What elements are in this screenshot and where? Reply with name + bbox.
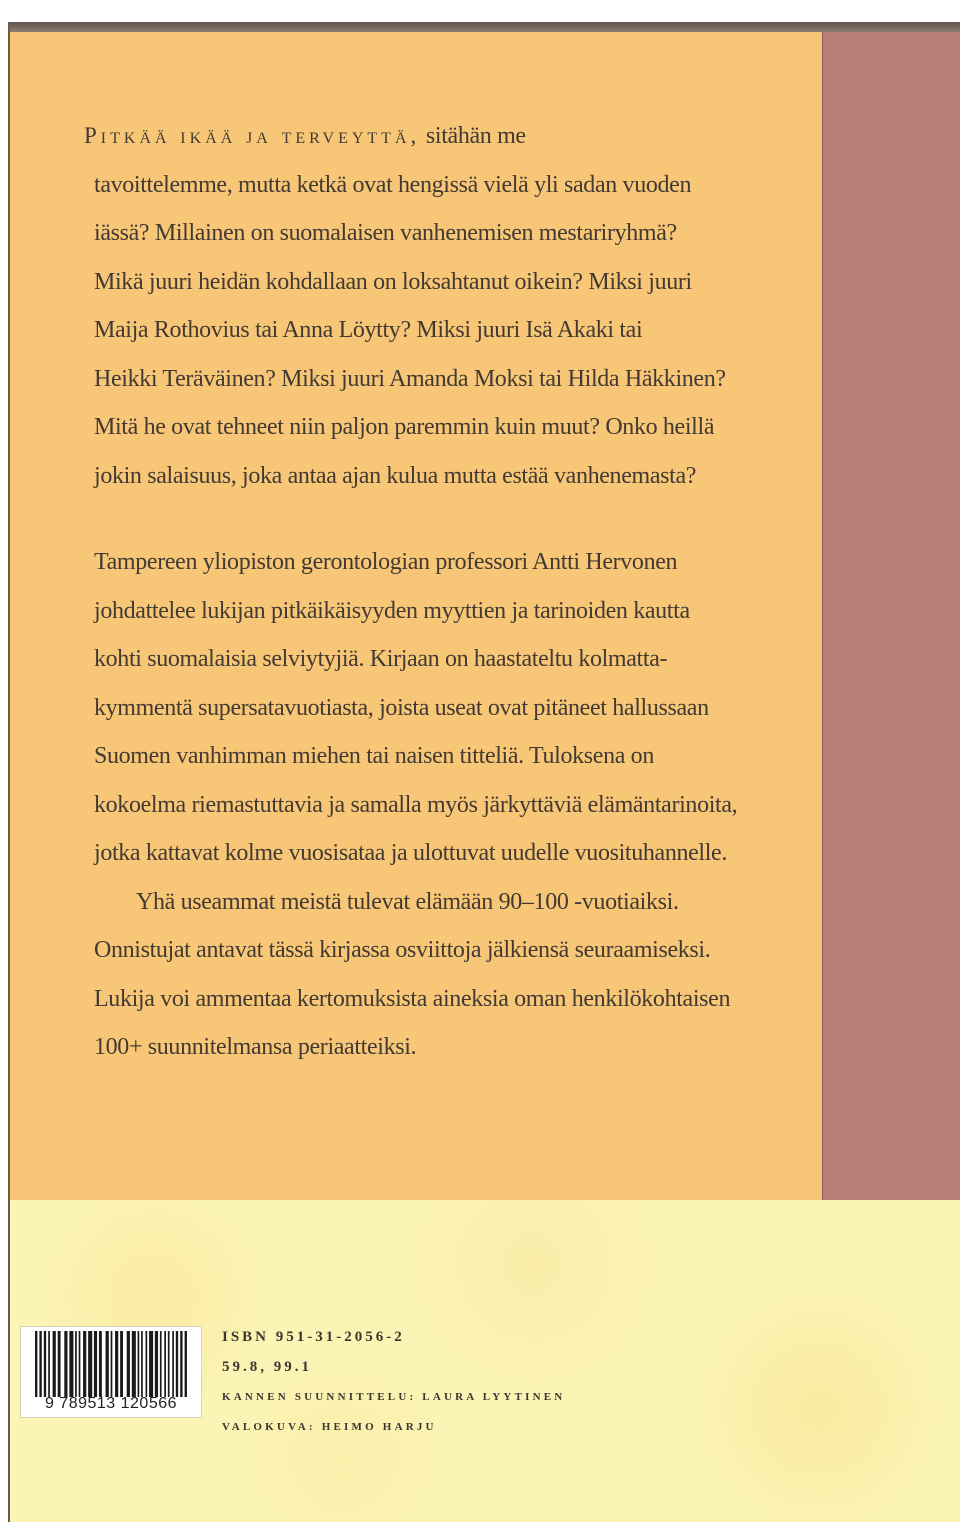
barcode-bar: [35, 1331, 37, 1397]
barcode-bar: [176, 1331, 178, 1397]
barcode-bar: [164, 1331, 166, 1397]
lead-in-smallcaps: Pitkää ikää ja terveyttä,: [84, 123, 421, 148]
barcode-bar: [53, 1331, 56, 1397]
barcode-bar: [58, 1331, 61, 1397]
isbn-line: ISBN 951-31-2056-2: [222, 1329, 405, 1345]
barcode-bar: [172, 1331, 174, 1397]
cover-top-edge: [10, 22, 960, 32]
paragraph-2: [84, 538, 774, 878]
paragraph-2-line: kymmentä supersatavuotiasta, joista useat ovat pitäneet hallussaan: [94, 694, 709, 721]
paragraph-3-line: Onnistujat antavat tässä kirjassa osviittoja jälkiensä seuraamiseksi.: [94, 937, 711, 963]
blurb-text: [84, 112, 774, 1072]
paragraph-1-line: tavoittelemme, mutta ketkä ovat hengissä vielä yli sadan vuoden: [94, 171, 692, 198]
paragraph-2-line: kokoelma riemastuttavia ja samalla myös järkyttäviä elämäntarinoita,: [94, 791, 738, 818]
barcode-bar: [94, 1331, 97, 1397]
barcode-bar: [146, 1331, 148, 1397]
barcode-bar: [64, 1331, 67, 1397]
barcode-bar: [79, 1331, 81, 1397]
barcode-bar: [106, 1331, 109, 1397]
photo-credit: VALOKUVA: HEIMO HARJU: [222, 1421, 437, 1433]
paragraph-2-line: kohti suomalaisia selviytyjiä. Kirjaan on haastateltu kolmatta-: [94, 646, 668, 672]
barcode-bar: [111, 1331, 113, 1397]
barcode: [20, 1326, 202, 1418]
barcode-bar: [120, 1331, 123, 1397]
paragraph-1-line: Maija Rothovius tai Anna Löytty? Miksi juuri Isä Akaki tai: [94, 317, 643, 343]
barcode-bar: [141, 1331, 143, 1397]
paragraph-2-line: jotka kattavat kolme vuosisataa ja ulottuvat uudelle vuosituhannelle.: [94, 840, 728, 866]
paragraph-3: [84, 878, 774, 1072]
classification-line: 59.8, 99.1: [222, 1359, 312, 1375]
barcode-digits: 9 789513 120566: [44, 1395, 178, 1412]
paragraph-1: [84, 112, 774, 500]
barcode-bar: [39, 1331, 41, 1397]
barcode-bar: [155, 1331, 158, 1397]
paragraph-2-line: Suomen vanhimman miehen tai naisen titteliä. Tuloksena on: [94, 743, 654, 769]
paragraph-1-line-1: [84, 112, 774, 161]
barcode-bar: [48, 1331, 50, 1397]
barcode-bar: [99, 1331, 102, 1397]
publication-info: [222, 1322, 565, 1442]
paragraph-1-line: Heikki Teräväinen? Miksi juuri Amanda Moksi tai Hilda Häkkinen?: [94, 365, 726, 392]
paragraph-2-line: johdattelee lukijan pitkäikäisyyden myyttien ja tarinoiden kautta: [94, 597, 690, 624]
barcode-bar: [69, 1331, 73, 1397]
barcode-bar: [115, 1331, 118, 1397]
paragraph-3-line: Lukija voi ammentaa kertomuksista aineksia oman henkilökohtaisen: [94, 985, 731, 1012]
paragraph-2-line: Tampereen yliopiston gerontologian professori Antti Hervonen: [94, 549, 678, 575]
barcode-bar: [44, 1331, 46, 1397]
paragraph-3-line: 100+ suunnitelmansa periaatteiksi.: [94, 1034, 417, 1060]
barcode-bar: [180, 1331, 182, 1397]
barcode-bar: [132, 1331, 136, 1397]
barcode-bar: [185, 1331, 187, 1397]
paragraph-1-line: jokin salaisuus, joka antaa ajan kulua mutta estää vanhenemasta?: [94, 462, 697, 489]
paragraph-1-line: iässä? Millainen on suomalaisen vanhenemisen mestariryhmä?: [94, 220, 677, 246]
barcode-bar: [75, 1331, 77, 1397]
barcode-bar: [88, 1331, 92, 1397]
paragraph-1-line: Mitä he ovat tehneet niin paljon paremmin kuin muut? Onko heillä: [94, 414, 715, 440]
paragraph-1-line: Mikä juuri heidän kohdallaan on loksahtanut oikein? Miksi juuri: [94, 268, 692, 295]
paragraph-3-line: Yhä useammat meistä tulevat elämään 90–100 -vuotiaiksi.: [136, 888, 679, 915]
barcode-bar: [149, 1331, 153, 1397]
cover-design-credit: KANNEN SUUNNITTELU: LAURA LYYTINEN: [222, 1391, 566, 1403]
paragraph-gap: [84, 500, 774, 538]
barcode-bar: [127, 1331, 130, 1397]
barcode-bar: [160, 1331, 162, 1397]
paragraph-1-line-1-rest: sitähän me: [425, 123, 526, 149]
barcode-bars-icon: [33, 1331, 191, 1397]
barcode-bar: [168, 1331, 170, 1397]
barcode-bar: [83, 1331, 86, 1397]
barcode-bar: [138, 1331, 140, 1397]
spine-strip: [822, 32, 960, 1200]
